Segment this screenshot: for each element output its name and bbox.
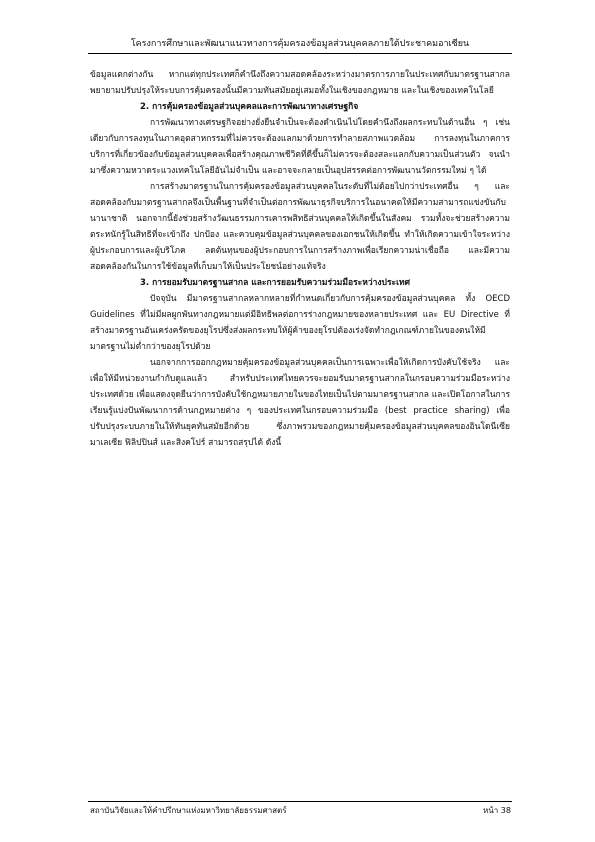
header-divider xyxy=(88,53,512,54)
paragraph-economic-development: การพัฒนาทางเศรษฐกิจอย่างยั่งยืนจำเป็นจะต้องดำเนินไปโดยคำนึงถึงผลกระทบในด้านอื่น ๆ เช่นเดียวกับการลงทุนในภาคอุตสาหกรรมที่ไม่ควรจะต้องแลกมาด้วยการทำลายสภาพแวดล้อม การลงทุนในภาคการบริการที่เกี่ยวข้องกับข้อมูลส่วนบุคคลเพื่อสร้างคุณภาพชีวิตที่ดีขึ้นก็ไม่ควรจะต้องสละแลกกับความเป็นส่วนตัว จนนำมาซึ่งความหวาดระแวงเทคโนโลยีอันไม่จำเป็น และอาจจะกลายเป็นอุปสรรคต่อการพัฒนานวัตกรรมใหม่ ๆ ได้ xyxy=(90,118,510,176)
section-heading-2: 2. การคุ้มครองข้อมูลส่วนบุคคลและการพัฒนาทางเศรษฐกิจ xyxy=(140,102,359,112)
page-number: หน้า 38 xyxy=(483,806,511,815)
paragraph-cooperation: นอกจากการออกกฎหมายคุ้มครองข้อมูลส่วนบุคคลเป็นการเฉพาะเพื่อให้เกิดการบังคับใช้จริง และเพื่อให้มีหน่วยงานกำกับดูแลแล้ว สำหรับประเทศไทยควรจะยอมรับมาตรฐานสากลในกรอบความร่วมมือระหว่างประเทศด้วย เพื่อแสดงจุดยืนว่าการบังคับใช้กฎหมายภายในของไทยเป็นไปตามมาตรฐานสากล และเปิดโอกาสในการเรียนรู้แบ่งปันพัฒนาการด้านกฎหมายต่าง ๆ ของประเทศในกรอบความร่วมมือ (best practice sharing) เพื่อปรับปรุงระบบภายในให้ทันยุคทันสมัยอีกด้วย ซึ่งภาพรวมของกฎหมายคุ้มครองข้อมูลส่วนบุคคลของอินโดนีเซีย มาเลเซีย ฟิลิปปินส์ และสิงคโปร์ สามารถสรุปได้ ดังนี้ xyxy=(90,358,511,448)
paragraph-international-standards: ปัจจุบัน มีมาตรฐานสากลหลากหลายที่กำหนดเกี่ยวกับการคุ้มครองข้อมูลส่วนบุคคล ทั้ง OECD Guidelines ที่ไม่มีผลผูกพันทางกฎหมายแต่มีอิทธิพลต่อการร่างกฎหมายของหลายประเทศ และ EU Directive ที่สร้างมาตรฐานอันเคร่งครัดของยุโรปซึ่งส่งผลกระทบให้ผู้ค้าของยุโรปต้องเร่งจัดทำกฎเกณฑ์ภายในของตนให้มีมาตรฐานไม่ต่ำกว่าของยุโรปด้วย xyxy=(90,294,510,352)
document-body xyxy=(90,67,510,451)
footer-divider xyxy=(88,801,512,802)
section-heading-3: 3. การยอมรับมาตรฐานสากล และการยอมรับความร่วมมือระหว่างประเทศ xyxy=(140,278,410,288)
footer-institute: สถาบันวิจัยและให้คำปรึกษาแห่งมหาวิทยาลัยธรรมศาสตร์ xyxy=(90,806,287,815)
running-header: โครงการศึกษาและพัฒนาแนวทางการคุ้มครองข้อมูลส่วนบุคคลภายใต้ประชาคมอาเซียน xyxy=(130,39,470,49)
paragraph-standards: การสร้างมาตรฐานในการคุ้มครองข้อมูลส่วนบุคคลในระดับที่ไม่ด้อยไปกว่าประเทศอื่น ๆ และสอดคล้องกับมาตรฐานสากลจึงเป็นพื้นฐานที่จำเป็นต่อการพัฒนาธุรกิจบริการในอนาคตให้มีความสามารถแข่งขันกับนานาชาติ นอกจากนี้ยังช่วยสร้างวัฒนธรรมการเคารพสิทธิส่วนบุคคลให้เกิดขึ้นในสังคม รวมทั้งจะช่วยสร้างความตระหนักรู้ในสิทธิที่จะเข้าถึง ปกป้อง และควบคุมข้อมูลส่วนบุคคลของเอกชนให้เกิดขึ้น ทำให้เกิดความเข้าใจระหว่างผู้ประกอบการและผู้บริโภค ลดต้นทุนของผู้ประกอบการในการสร้างภาพเพื่อเรียกความน่าเชื่อถือ และมีความสอดคล้องกันในการใช้ข้อมูลที่เก็บมาให้เป็นประโยชน์อย่างแท้จริง xyxy=(90,182,510,272)
paragraph-continuation: ข้อมูลแตกต่างกัน หากแต่ทุกประเทศก็คำนึงถึงความสอดคล้องระหว่างมาตรการภายในประเทศกับมาตรฐานสากล พยายามปรับปรุงให้ระบบการคุ้มครองนั้นมีความทันสมัยอยู่เสมอทั้งในเชิงของกฎหมาย และในเชิงของเทคโนโลยี xyxy=(90,70,510,96)
